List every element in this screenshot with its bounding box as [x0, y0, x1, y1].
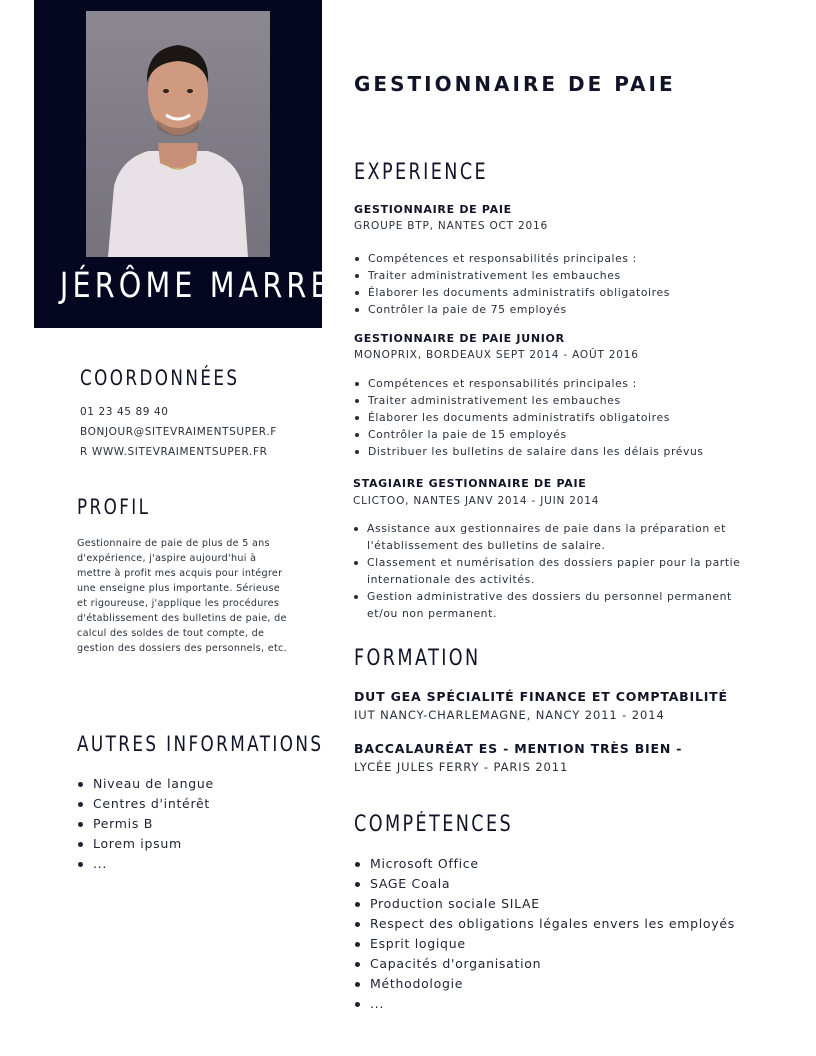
formation-1-title: DUT GEA SPÉCIALITÉ FINANCE ET COMPTABILITÉ	[354, 689, 728, 704]
list-item: Niveau de langue	[77, 774, 214, 794]
job-3-subtitle: CLICTOO, NANTES JANV 2014 - JUIN 2014	[353, 495, 600, 507]
list-item: Compétences et responsabilités principales :	[354, 375, 704, 392]
competences-list	[354, 854, 735, 1014]
list-item: Traiter administrativement les embauches	[354, 267, 670, 284]
list-item: Respect des obligations légales envers les employés	[354, 914, 735, 934]
email-line-1: BONJOUR@SITEVRAIMENTSUPER.F	[80, 426, 277, 438]
job-1-subtitle: GROUPE BTP, NANTES OCT 2016	[354, 220, 548, 232]
list-item: ...	[354, 994, 735, 1014]
job-2-bullets	[354, 375, 704, 460]
list-item: Permis B	[77, 814, 214, 834]
list-item: Élaborer les documents administratifs obligatoires	[354, 284, 670, 301]
profil-heading: PROFIL	[77, 495, 151, 519]
list-item: Esprit logique	[354, 934, 735, 954]
competences-heading: COMPÉTENCES	[354, 812, 514, 837]
list-item: Distribuer les bulletins de salaire dans les délais prévus	[354, 443, 704, 460]
list-item: Capacités d'organisation	[354, 954, 735, 974]
page-title: GESTIONNAIRE DE PAIE	[354, 72, 676, 96]
formation-2-subtitle: LYCÉE JULES FERRY - PARIS 2011	[354, 760, 569, 774]
job-3-bullets	[353, 520, 743, 622]
list-item: SAGE Coala	[354, 874, 735, 894]
list-item: Gestion administrative des dossiers du personnel permanent et/ou non permanent.	[353, 588, 743, 622]
job-2-title: GESTIONNAIRE DE PAIE JUNIOR	[354, 332, 565, 345]
job-2-subtitle: MONOPRIX, BORDEAUX SEPT 2014 - AOÛT 2016	[354, 349, 639, 361]
list-item: Traiter administrativement les embauches	[354, 392, 704, 409]
list-item: Contrôler la paie de 15 employés	[354, 426, 704, 443]
list-item: Contrôler la paie de 75 employés	[354, 301, 670, 318]
list-item: Lorem ipsum	[77, 834, 214, 854]
list-item: Élaborer les documents administratifs obligatoires	[354, 409, 704, 426]
job-1-bullets	[354, 250, 670, 318]
coordonnees-heading: COORDONNÉES	[80, 366, 240, 390]
experience-heading: EXPERIENCE	[354, 160, 489, 185]
list-item: Centres d'intérêt	[77, 794, 214, 814]
email-line-2: R WWW.SITEVRAIMENTSUPER.FR	[80, 446, 268, 458]
job-3-title: STAGIAIRE GESTIONNAIRE DE PAIE	[353, 477, 587, 490]
list-item: Compétences et responsabilités principales :	[354, 250, 670, 267]
candidate-name: JÉRÔME MARRET	[59, 266, 355, 306]
list-item: Assistance aux gestionnaires de paie dans la préparation et l'établissement des bulletins de salaire.	[353, 520, 743, 554]
formation-heading: FORMATION	[354, 646, 481, 671]
list-item: Microsoft Office	[354, 854, 735, 874]
phone-number: 01 23 45 89 40	[80, 406, 169, 418]
profile-photo	[86, 11, 270, 257]
profil-text: Gestionnaire de paie de plus de 5 ans d'expérience, j'aspire aujourd'hui à mettre à profit mes acquis pour intégrer une enseigne plus importante. Sérieuse et rigoureuse, j'applique les procédures d'établissement des bulletins de paie, de calcul des soldes de tout compte, de gestion des dossiers des personnels, etc.	[77, 538, 287, 654]
list-item: ...	[77, 854, 214, 874]
person-portrait	[86, 11, 270, 257]
formation-2-title: BACCALAURÉAT ES - MENTION TRÈS BIEN -	[354, 741, 683, 756]
header-block	[34, 0, 355, 328]
formation-1-subtitle: IUT NANCY-CHARLEMAGNE, NANCY 2011 - 2014	[354, 708, 665, 722]
list-item: Classement et numérisation des dossiers papier pour la partie internationale des activités.	[353, 554, 743, 588]
autres-list	[77, 774, 214, 874]
list-item: Méthodologie	[354, 974, 735, 994]
autres-heading: AUTRES INFORMATIONS	[77, 732, 324, 756]
job-1-title: GESTIONNAIRE DE PAIE	[354, 203, 512, 216]
list-item: Production sociale SILAE	[354, 894, 735, 914]
